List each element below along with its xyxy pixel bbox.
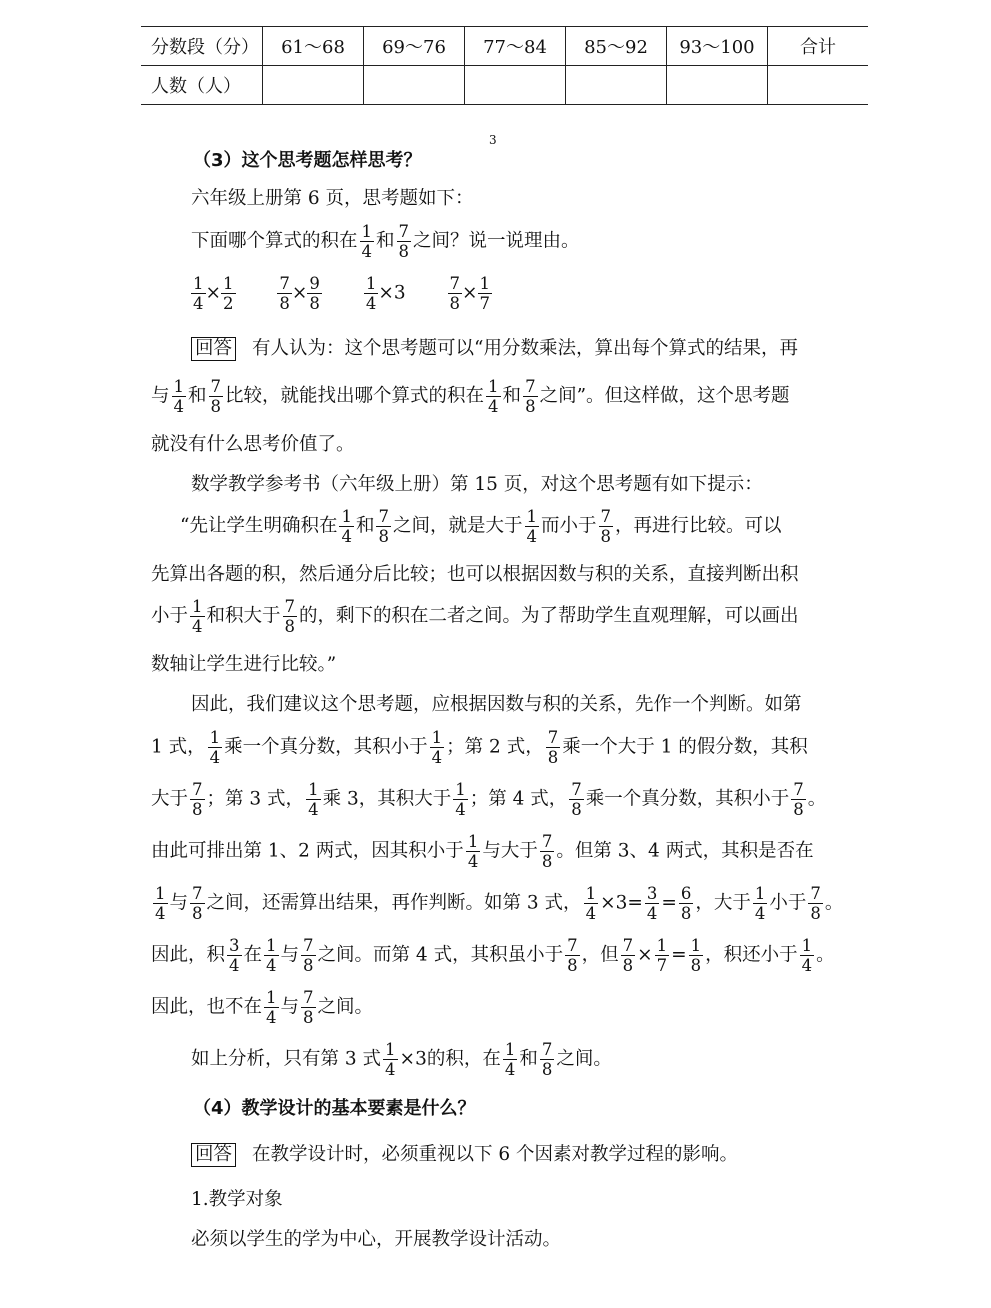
question-line: 下面哪个算式的积在 $\frac{1}{4}$ 和 $\frac{7}{8}$ 之间？说一说理由。 xyxy=(191,222,580,261)
item-1-title: 1.教学对象 xyxy=(191,1189,283,1210)
table-row xyxy=(141,66,868,105)
score-distribution-table xyxy=(141,26,868,105)
table-cell xyxy=(768,66,869,105)
table-cell: 分数段（分） xyxy=(141,27,263,66)
section-4-heading: （4）教学设计的基本要素是什么？ xyxy=(193,1098,476,1119)
expression-4: $\frac{7}{8}$ × $\frac{1}{7}$ xyxy=(449,274,491,313)
table-cell xyxy=(263,66,364,105)
table-cell: 61～68 xyxy=(263,27,364,66)
analysis-line-2: 1 式， $\frac{1}{4}$ 乘一个真分数，其积小于 $\frac{1}{4}$ ；第 2 式， $\frac{7}{8}$ 乘一个大于 1 的假分数，其积 xyxy=(151,728,808,767)
page-number: 3 xyxy=(489,133,497,147)
paragraph-intro: 六年级上册第 6 页，思考题如下： xyxy=(191,188,474,209)
answer-label: 回答 xyxy=(191,337,236,361)
table-cell: 77～84 xyxy=(465,27,566,66)
fraction-seven-eighths: $\frac{7}{8}$ xyxy=(398,222,410,261)
table-cell: 85～92 xyxy=(566,27,667,66)
expression-1: $\frac{1}{4}$ × $\frac{1}{2}$ xyxy=(193,274,234,313)
answer-1-line-2: 与 $\frac{1}{4}$ 和 $\frac{7}{8}$ 比较，就能找出哪个算式的积在 $\frac{1}{4}$ 和 $\frac{7}{8}$ 之间”。但这样做，这个思考题 xyxy=(151,377,790,416)
table-cell xyxy=(667,66,768,105)
answer-label: 回答 xyxy=(191,1143,236,1167)
answer-1-line-3: 就没有什么思考价值了。 xyxy=(151,434,355,455)
table-cell: 人数（人） xyxy=(141,66,263,105)
section-3-heading: （3）这个思考题怎样思考？ xyxy=(193,150,422,171)
item-1-text: 必须以学生的学为中心，开展教学设计活动。 xyxy=(191,1229,562,1250)
analysis-line-5: $\frac{1}{4}$ 与 $\frac{7}{8}$ 之间，还需算出结果，再作判断。如第 3 式， $\frac{1}{4}$ ×3= $\frac{3}{4}$ = $\frac{6}{8}$ ，大于 $\frac{1}{4}$ 小于 $\frac{7}{8}$ 。 xyxy=(155,884,844,923)
table-cell xyxy=(465,66,566,105)
analysis-line-1: 因此，我们建议这个思考题，应根据因数与积的关系，先作一个判断。如第 xyxy=(191,694,802,715)
table-row xyxy=(141,27,868,66)
table-cell: 93～100 xyxy=(667,27,768,66)
reference-paragraph: 数学教学参考书（六年级上册）第 15 页，对这个思考题有如下提示： xyxy=(191,474,763,495)
fraction-one-quarter: $\frac{1}{4}$ xyxy=(361,222,373,261)
answer-1-line-1: 回答 有人认为：这个思考题可以“用分数乘法，算出每个算式的结果，再 xyxy=(191,337,798,361)
expression-2: $\frac{7}{8}$ × $\frac{9}{8}$ xyxy=(279,274,320,313)
hint-line-4: 数轴让学生进行比较。” xyxy=(151,654,337,675)
hint-line-3: 小于 $\frac{1}{4}$ 和积大于 $\frac{7}{8}$ 的，剩下的积在二者之间。为了帮助学生直观理解，可以画出 xyxy=(151,597,799,636)
expression-list xyxy=(191,274,528,313)
expression-3: $\frac{1}{4}$ ×3 xyxy=(365,274,406,313)
analysis-line-6: 因此，积 $\frac{3}{4}$ 在 $\frac{1}{4}$ 与 $\frac{7}{8}$ 之间。而第 4 式，其积虽小于 $\frac{7}{8}$ ，但 $\frac{7}{8}$ × $\frac{1}{7}$ = $\frac{1}{8}$ ，积还小于 $\frac{1}{4}$ 。 xyxy=(151,936,835,975)
answer-2-line: 回答 在教学设计时，必须重视以下 6 个因素对教学过程的影响。 xyxy=(191,1143,738,1167)
table-cell xyxy=(566,66,667,105)
conclusion-line: 如上分析，只有第 3 式 $\frac{1}{4}$ ×3的积，在 $\frac{1}{4}$ 和 $\frac{7}{8}$ 之间。 xyxy=(191,1040,612,1079)
analysis-line-4: 由此可排出第 1、2 两式，因其积小于 $\frac{1}{4}$ 与大于 $\frac{7}{8}$ 。但第 3、4 两式，其积是否在 xyxy=(151,832,814,871)
table-cell: 69～76 xyxy=(364,27,465,66)
table-cell xyxy=(364,66,465,105)
hint-line-1: “先让学生明确积在 $\frac{1}{4}$ 和 $\frac{7}{8}$ 之间，就是大于 $\frac{1}{4}$ 而小于 $\frac{7}{8}$ ，再进行比较。可以 xyxy=(180,507,782,546)
analysis-line-3: 大于 $\frac{7}{8}$ ；第 3 式， $\frac{1}{4}$ 乘 3，其积大于 $\frac{1}{4}$ ；第 4 式， $\frac{7}{8}$ 乘一个真分数，其积小于 $\frac{7}{8}$ 。 xyxy=(151,780,827,819)
table-cell: 合计 xyxy=(768,27,869,66)
hint-line-2: 先算出各题的积，然后通分后比较；也可以根据因数与积的关系，直接判断出积 xyxy=(151,564,799,585)
analysis-line-7: 因此，也不在 $\frac{1}{4}$ 与 $\frac{7}{8}$ 之间。 xyxy=(151,988,374,1027)
